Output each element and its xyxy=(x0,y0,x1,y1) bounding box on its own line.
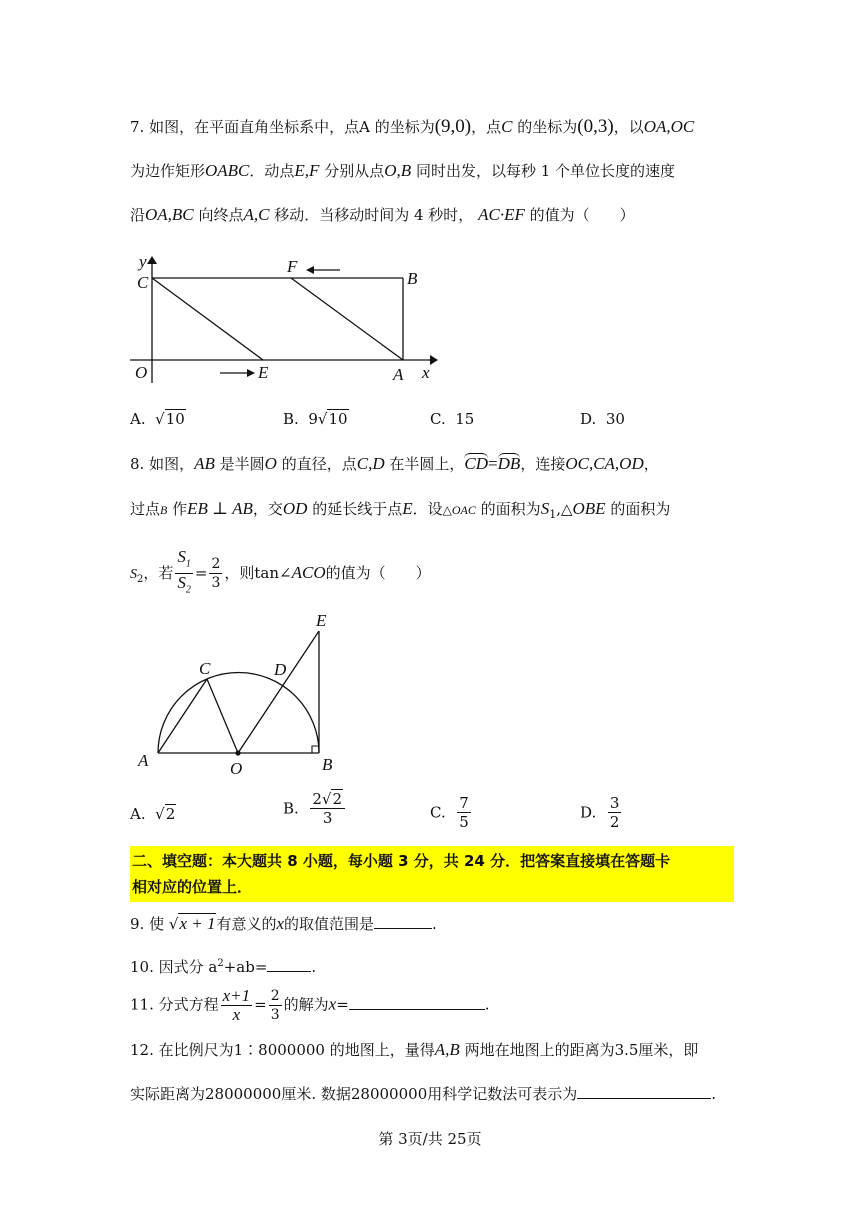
y-axis-arrow xyxy=(147,256,157,264)
q8-text: 过点 xyxy=(130,500,161,518)
q8-option-d[interactable] xyxy=(580,794,623,831)
q10-text: 10. 因式分 a xyxy=(130,958,218,976)
q11 xyxy=(130,987,490,1024)
q8-ratio-den: S xyxy=(177,573,186,593)
q8-text: ，连接 xyxy=(520,455,566,473)
q9-text: 有意义的 xyxy=(216,915,277,933)
option-value: 2 xyxy=(165,805,176,823)
x-axis-arrow xyxy=(430,355,438,365)
q8-point-e: E xyxy=(402,499,413,518)
q7-option-d[interactable] xyxy=(580,408,625,430)
label-f: F xyxy=(287,257,298,276)
option-num-rad: 2 xyxy=(332,790,342,808)
q8-option-b[interactable] xyxy=(283,790,347,827)
q8-ratio-num-sub: 1 xyxy=(185,558,191,570)
option-label: C. xyxy=(430,410,446,428)
segment-oe xyxy=(238,631,319,753)
q8-triangle-oac: △OAC xyxy=(442,503,476,517)
q8-text: 作 xyxy=(172,500,188,518)
q7-line-1 xyxy=(130,116,694,138)
q7-coord-c: (0,3) xyxy=(577,116,614,137)
q8-center: O xyxy=(264,454,277,473)
q8-text: 是半圆 xyxy=(219,455,265,473)
q8-text: 的面积为 xyxy=(610,500,671,518)
q8-s1: S xyxy=(540,499,550,518)
semicircle xyxy=(158,673,319,754)
label-d: D xyxy=(274,660,287,679)
q8-arc-db: DB xyxy=(497,454,521,473)
q8-equals: = xyxy=(488,454,498,473)
q8-fraction-num: 2 xyxy=(211,556,221,573)
q10-answer-blank[interactable] xyxy=(267,955,311,972)
q8-option-a[interactable] xyxy=(130,803,176,825)
q11-den: x xyxy=(232,1005,241,1024)
q12-answer-blank[interactable] xyxy=(577,1082,711,1099)
q8-fraction xyxy=(209,555,222,592)
q8-option-c[interactable] xyxy=(430,794,473,831)
q8-fraction-den: 3 xyxy=(211,575,221,592)
q7-rect-name: OABC xyxy=(205,161,250,180)
label-c: C xyxy=(199,659,211,678)
q7-start-points: O,B xyxy=(384,161,412,180)
q8-text: 的值为（ ） xyxy=(325,563,431,582)
q11-equals-sign: = xyxy=(336,995,349,1014)
q7-end-points: A,C xyxy=(243,205,270,224)
sqrt: √2 xyxy=(321,790,342,808)
q11-fraction-right xyxy=(269,987,282,1024)
q8-equals: = xyxy=(194,563,208,582)
q7-paths: OA,BC xyxy=(145,205,194,224)
q7-text: 移动．当移动时间为 4 秒时， xyxy=(274,206,474,224)
option-label: B. xyxy=(283,410,299,428)
option-num: 7 xyxy=(459,794,469,812)
arrow-f-head xyxy=(306,266,314,274)
q8-semicircle-figure xyxy=(130,608,350,778)
q8-text: 的延长线于点 xyxy=(312,500,403,518)
right-angle-mark xyxy=(312,746,319,753)
q10-exponent: 2 xyxy=(217,958,224,969)
q8-ratio-den-sub: 2 xyxy=(185,584,191,596)
q8-triangle-obe: OBE xyxy=(572,499,606,518)
q8-ratio-num: S xyxy=(177,547,186,566)
option-value: 15 xyxy=(455,410,475,428)
q12-text: 12. 在比例尺为1∶8000000 的地图上，量得 xyxy=(130,1041,435,1059)
q7-point-a: A xyxy=(359,118,370,136)
q8-s2: S xyxy=(130,566,137,582)
section-heading xyxy=(130,846,734,902)
q7-moving-points: E,F xyxy=(294,161,320,180)
q8-diameter: AB xyxy=(194,454,215,473)
q8-text: 的面积为 xyxy=(480,500,541,518)
q7-text: 7. 如图，在平面直角坐标系中，点 xyxy=(130,118,360,136)
label-o: O xyxy=(135,363,148,382)
q12-line-2 xyxy=(130,1082,716,1105)
q9-variable: x xyxy=(276,914,285,933)
section-heading-line-1: 二、填空题：本大题共 8 小题，每小题 3 分，共 24 分．把答案直接填在答题卡 xyxy=(132,852,671,870)
q8-line-2 xyxy=(130,498,670,526)
option-num-coef: 2 xyxy=(312,790,322,808)
q8-line-1 xyxy=(130,453,659,475)
q8-text: 的直径，点 xyxy=(281,455,357,473)
q10-text: +ab= xyxy=(223,958,268,976)
q7-text: 的值为（ ） xyxy=(529,206,635,224)
option-value: 10 xyxy=(165,410,185,428)
q9 xyxy=(130,912,437,935)
q7-option-b[interactable] xyxy=(283,408,349,430)
q9-radicand: x + 1 xyxy=(179,914,216,933)
q8-segment-od: OD xyxy=(282,499,308,518)
option-num: 3 xyxy=(609,794,620,812)
q8-text: ， xyxy=(643,455,659,473)
q12-text: 实际距离为28000000厘米. 数据28000000用科学记数法可表示为 xyxy=(130,1085,578,1103)
q7-coord-a: (9,0) xyxy=(434,116,472,137)
q7-expression: AC·EF xyxy=(478,205,525,224)
q11-text: 的解为 xyxy=(283,995,329,1014)
q8-s2-sub: 2 xyxy=(137,573,144,585)
q12-text: . xyxy=(711,1085,717,1103)
q11-text: 11. 分式方程 xyxy=(130,995,219,1014)
q9-answer-blank[interactable] xyxy=(374,912,432,929)
sqrt: √x + 1 xyxy=(168,914,216,933)
label-e: E xyxy=(316,611,327,630)
q7-text: ，点 xyxy=(471,118,502,136)
label-x: x xyxy=(422,363,430,382)
option-label: D. xyxy=(580,410,597,428)
q9-text: . xyxy=(432,915,437,933)
q9-text: 的取值范围是 xyxy=(284,915,375,933)
q8-text: ,△ xyxy=(556,500,573,518)
page-number: 第 3页/共 25页 xyxy=(378,1130,482,1148)
segment-ce xyxy=(152,278,263,360)
option-coef: 9 xyxy=(308,410,318,428)
q7-text: 沿 xyxy=(130,206,146,224)
segment-fa xyxy=(291,278,403,360)
segment-ac xyxy=(158,679,207,753)
arrow-e-head xyxy=(247,369,255,377)
label-b: B xyxy=(407,269,418,288)
q8-text: ，若 xyxy=(143,563,174,582)
option-den: 5 xyxy=(459,813,469,831)
q8-segments: OC,CA,OD xyxy=(565,454,644,473)
q7-line-2 xyxy=(130,160,675,182)
q7-point-c: C xyxy=(501,117,513,136)
sqrt: √10 xyxy=(317,410,348,428)
option-fraction xyxy=(608,794,622,831)
q7-text: ．动点 xyxy=(249,162,295,180)
q8-perpendicular: EB ⊥ AB xyxy=(187,499,253,518)
q8-text: 8. 如图， xyxy=(130,455,195,473)
q7-option-c[interactable] xyxy=(430,408,474,430)
option-fraction xyxy=(310,790,345,827)
q7-text: ，以 xyxy=(613,118,644,136)
q8-points: C,D xyxy=(356,454,385,473)
q12-line-1 xyxy=(130,1039,698,1061)
q7-text: 分别从点 xyxy=(324,162,385,180)
q7-text: 向终点 xyxy=(198,206,244,224)
q11-fden: 3 xyxy=(270,1007,280,1023)
q8-text: 在半圆上， xyxy=(389,455,465,473)
q7-text: 同时出发，以每秒 1 个单位长度的速度 xyxy=(415,162,676,180)
label-o: O xyxy=(230,759,243,778)
q12-points: A,B xyxy=(434,1040,460,1059)
option-label: B. xyxy=(283,799,299,818)
q11-fnum: 2 xyxy=(270,988,280,1004)
q8-point-b: B xyxy=(160,503,168,517)
q10-text: . xyxy=(311,958,317,976)
segment-oc xyxy=(207,679,238,753)
q8-arc-cd: CD xyxy=(464,454,489,473)
q11-answer-blank[interactable] xyxy=(349,993,485,1010)
option-label: A. xyxy=(130,805,146,823)
q7-line-3 xyxy=(130,204,635,226)
q11-variable: x xyxy=(328,994,337,1014)
q8-ratio xyxy=(175,548,193,600)
q8-angle: ACO xyxy=(291,562,326,582)
option-label: D. xyxy=(580,803,597,822)
label-y: y xyxy=(139,252,147,271)
q7-text: 为边作矩形 xyxy=(130,162,206,180)
section-heading-line-2: 相对应的位置上． xyxy=(132,878,253,896)
q8-text: ．设 xyxy=(412,500,443,518)
q8-text: ，交 xyxy=(252,500,283,518)
q8-s1-sub: 1 xyxy=(549,508,557,521)
q11-text: . xyxy=(484,995,490,1014)
option-fraction xyxy=(457,794,471,831)
option-den: 2 xyxy=(609,813,620,831)
q7-text: 的坐标为 xyxy=(517,118,578,136)
sqrt: √2 xyxy=(155,805,176,823)
option-label: C. xyxy=(430,803,446,822)
label-a: A xyxy=(393,365,404,384)
option-label: A. xyxy=(130,410,146,428)
q11-fraction-left xyxy=(221,987,253,1024)
q8-tan: tan∠ xyxy=(254,563,292,582)
q11-num: x+1 xyxy=(222,986,251,1005)
label-c: C xyxy=(137,273,149,292)
option-den: 3 xyxy=(322,809,333,827)
center-dot xyxy=(235,750,240,755)
q10 xyxy=(130,953,316,978)
option-value: 30 xyxy=(605,410,625,428)
sqrt: √10 xyxy=(155,410,185,428)
option-value: 10 xyxy=(328,410,348,428)
q9-text: 9. 使 xyxy=(130,915,165,933)
q7-option-a[interactable] xyxy=(130,408,186,430)
q7-text: 的坐标为 xyxy=(374,118,435,136)
label-b: B xyxy=(322,755,333,774)
q8-line-3 xyxy=(130,548,431,600)
q12-text: 两地在地图上的距离为3.5厘米，即 xyxy=(464,1041,699,1059)
label-e: E xyxy=(258,363,269,382)
label-a: A xyxy=(138,751,149,770)
q11-equals: = xyxy=(254,995,267,1014)
q7-rectangle-figure xyxy=(125,250,445,390)
q7-sides: OA,OC xyxy=(643,117,695,136)
q8-text: ，则 xyxy=(224,563,255,582)
